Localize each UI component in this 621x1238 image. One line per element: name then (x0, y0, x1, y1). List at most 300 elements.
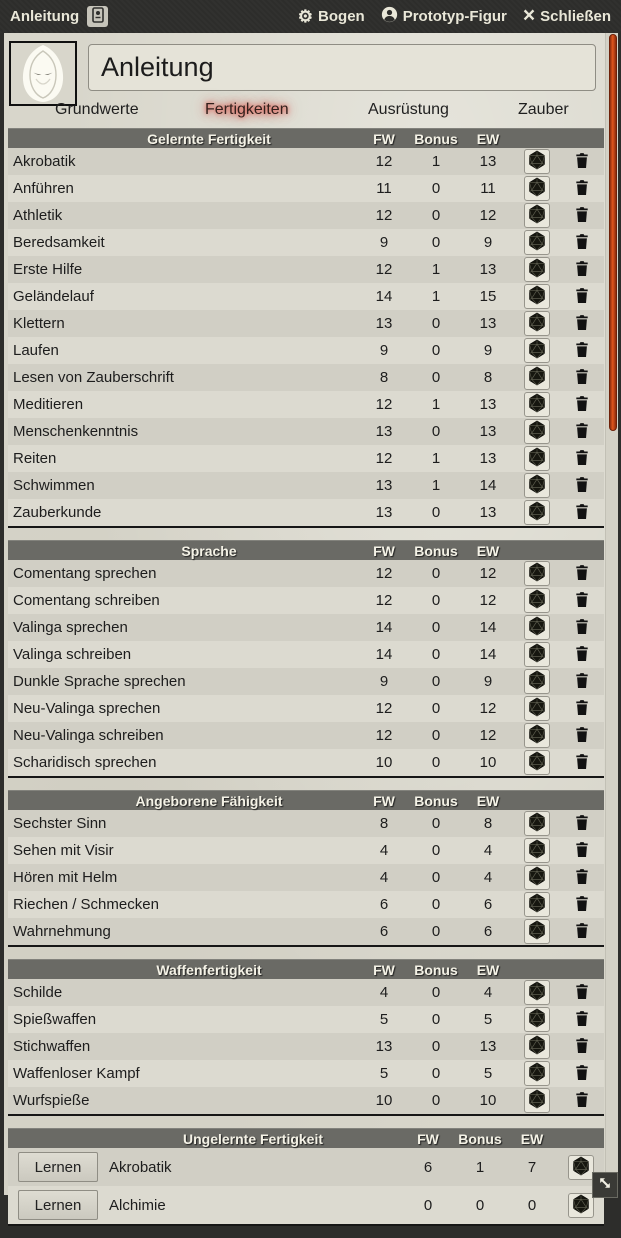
roll-dice-button[interactable] (524, 176, 550, 201)
skill-row (8, 695, 604, 722)
bonus-value: 0 (431, 1092, 441, 1109)
dice-cell (514, 446, 560, 471)
skill-name: Zauberkunde (13, 504, 102, 521)
fw-value: 9 (379, 342, 389, 359)
delete-skill-button[interactable] (575, 814, 589, 834)
fw-value: 12 (375, 153, 393, 170)
bonus-value: 0 (431, 234, 441, 251)
trash-cell (560, 868, 604, 888)
ew-value: 8 (483, 815, 493, 832)
close-icon: × (522, 4, 536, 27)
d20-icon (527, 366, 547, 389)
skill-row (8, 472, 604, 499)
bonus-value: 0 (431, 869, 441, 886)
skill-row (8, 391, 604, 418)
trash-icon (575, 287, 589, 307)
bonus-value: 0 (431, 727, 441, 744)
dice-cell (514, 176, 560, 201)
roll-dice-button[interactable] (524, 892, 550, 917)
skill-name: Hören mit Helm (13, 869, 118, 886)
delete-skill-button[interactable] (575, 564, 589, 584)
skill-row (8, 175, 604, 202)
ew-value: 0 (527, 1196, 537, 1214)
roll-dice-button[interactable] (524, 311, 550, 336)
ew-value: 14 (479, 477, 497, 494)
roll-dice-button[interactable] (524, 750, 550, 775)
scrollbar-track[interactable] (605, 33, 618, 1195)
roll-dice-button[interactable] (524, 980, 550, 1005)
trash-icon (575, 449, 589, 469)
roll-dice-button[interactable] (524, 149, 550, 174)
skill-name: Schilde (13, 984, 63, 1001)
trash-cell (560, 1064, 604, 1084)
delete-skill-button[interactable] (575, 1064, 589, 1084)
fw-value: 9 (379, 673, 389, 690)
delete-skill-button[interactable] (575, 645, 589, 665)
fw-value: 6 (379, 896, 389, 913)
d20-icon (527, 258, 547, 281)
d20-icon (527, 562, 547, 585)
d20-icon (527, 589, 547, 612)
skill-row (8, 614, 604, 641)
close-button[interactable] (522, 4, 611, 27)
tab-fertigkeiten[interactable]: Fertigkeiten (205, 101, 289, 118)
table-header (8, 959, 604, 979)
fw-value: 0 (423, 1196, 433, 1214)
trash-cell (560, 449, 604, 469)
dice-cell (514, 723, 560, 748)
fw-value: 4 (379, 984, 389, 1001)
fw-value: 12 (375, 207, 393, 224)
skill-name: Athletik (13, 207, 63, 224)
skill-name: Neu-Valinga schreiben (13, 727, 164, 744)
roll-dice-button[interactable] (524, 500, 550, 525)
roll-dice-button[interactable] (524, 230, 550, 255)
roll-dice-button[interactable] (524, 669, 550, 694)
column-header-bonus: Bonus (414, 961, 458, 978)
trash-cell (560, 152, 604, 172)
delete-skill-button[interactable] (575, 591, 589, 611)
fw-value: 12 (375, 261, 393, 278)
d20-icon (527, 839, 547, 862)
tab-ausruestung[interactable]: Ausrüstung (368, 101, 449, 118)
delete-skill-button[interactable] (575, 672, 589, 692)
trash-icon (575, 564, 589, 584)
dice-cell (514, 750, 560, 775)
dice-cell (514, 561, 560, 586)
trash-cell (560, 726, 604, 746)
fw-value: 6 (379, 923, 389, 940)
skill-row (8, 749, 604, 776)
roll-dice-button[interactable] (524, 615, 550, 640)
trash-icon (575, 922, 589, 942)
fw-value: 9 (379, 234, 389, 251)
bonus-value: 0 (431, 984, 441, 1001)
ew-value: 9 (483, 342, 493, 359)
delete-skill-button[interactable] (575, 449, 589, 469)
column-header-fw: FW (417, 1130, 439, 1147)
ew-value: 15 (479, 288, 497, 305)
trash-cell (560, 476, 604, 496)
column-header-ew: EW (476, 792, 500, 809)
dice-cell (514, 311, 560, 336)
skill-row (8, 722, 604, 749)
bonus-value: 1 (431, 450, 441, 467)
bonus-value: 0 (431, 842, 441, 859)
dice-cell (514, 980, 560, 1005)
trash-cell (560, 983, 604, 1003)
skill-row (8, 310, 604, 337)
skill-table (8, 959, 604, 1116)
trash-cell (560, 233, 604, 253)
trash-cell (560, 672, 604, 692)
d20-icon (527, 285, 547, 308)
skill-row (8, 891, 604, 918)
delete-skill-button[interactable] (575, 179, 589, 199)
bonus-value: 0 (431, 923, 441, 940)
skill-name: Valinga sprechen (13, 619, 128, 636)
roll-dice-button[interactable] (524, 561, 550, 586)
d20-icon (571, 1194, 591, 1217)
dice-cell (514, 1007, 560, 1032)
dice-cell (514, 1034, 560, 1059)
fw-value: 6 (423, 1158, 433, 1176)
ew-value: 10 (479, 754, 497, 771)
d20-icon (527, 1089, 547, 1112)
ew-value: 8 (483, 369, 493, 386)
delete-skill-button[interactable] (575, 922, 589, 942)
skill-row (8, 337, 604, 364)
trash-icon (575, 1037, 589, 1057)
skill-table (8, 790, 604, 947)
roll-dice-button[interactable] (524, 473, 550, 498)
skill-row (8, 837, 604, 864)
dice-cell (514, 892, 560, 917)
delete-skill-button[interactable] (575, 618, 589, 638)
fw-value: 5 (379, 1065, 389, 1082)
delete-skill-button[interactable] (575, 206, 589, 226)
skill-name: Meditieren (13, 396, 84, 413)
skill-row (8, 979, 604, 1006)
skill-name: Neu-Valinga sprechen (13, 700, 161, 717)
trash-cell (560, 591, 604, 611)
bonus-value: 0 (431, 342, 441, 359)
ew-value: 12 (479, 565, 497, 582)
column-header-fw: FW (373, 792, 395, 809)
d20-icon (527, 231, 547, 254)
ew-value: 12 (479, 592, 497, 609)
delete-skill-button[interactable] (575, 341, 589, 361)
bonus-value: 1 (431, 261, 441, 278)
sheet-button[interactable] (298, 8, 365, 25)
roll-dice-button[interactable] (524, 1034, 550, 1059)
tab-zauber[interactable]: Zauber (518, 101, 569, 118)
ew-value: 13 (479, 153, 497, 170)
trash-icon (575, 233, 589, 253)
skill-row (8, 1006, 604, 1033)
dice-cell (514, 919, 560, 944)
d20-icon (527, 893, 547, 916)
bonus-value: 0 (475, 1196, 485, 1214)
skill-row (8, 1186, 604, 1224)
trash-cell (560, 314, 604, 334)
fw-value: 8 (379, 815, 389, 832)
column-header-bonus: Bonus (414, 542, 458, 559)
roll-dice-button[interactable] (524, 838, 550, 863)
table-title: Ungelernte Fertigkeit (182, 1130, 324, 1147)
trash-icon (575, 260, 589, 280)
skill-row (8, 256, 604, 283)
dice-cell (514, 615, 560, 640)
learn-button[interactable]: Lernen (18, 1152, 98, 1182)
delete-skill-button[interactable] (575, 868, 589, 888)
trash-icon (575, 591, 589, 611)
d20-icon (527, 981, 547, 1004)
roll-dice-button[interactable] (524, 919, 550, 944)
column-header-ew: EW (476, 542, 500, 559)
close-button-label: Schließen (540, 8, 611, 25)
d20-icon (527, 724, 547, 747)
delete-skill-button[interactable] (575, 476, 589, 496)
delete-skill-button[interactable] (575, 287, 589, 307)
delete-skill-button[interactable] (575, 368, 589, 388)
prototype-figure-button[interactable] (381, 6, 507, 27)
book-icon (92, 7, 104, 27)
skill-name: Akrobatik (109, 1158, 172, 1176)
skill-row (8, 1148, 604, 1186)
skill-name: Erste Hilfe (13, 261, 83, 278)
bonus-value: 0 (431, 754, 441, 771)
fw-value: 8 (379, 369, 389, 386)
skill-name: Scharidisch sprechen (13, 754, 157, 771)
skill-name: Comentang schreiben (13, 592, 160, 609)
window-title: Anleitung (10, 8, 80, 25)
scrollbar-thumb[interactable] (609, 34, 617, 431)
roll-dice-button[interactable] (568, 1193, 594, 1218)
dice-cell (514, 696, 560, 721)
learn-button[interactable]: Lernen (18, 1190, 98, 1220)
bonus-value: 0 (431, 369, 441, 386)
ew-value: 12 (479, 727, 497, 744)
fw-value: 12 (375, 565, 393, 582)
trash-icon (575, 368, 589, 388)
resize-handle[interactable] (592, 1172, 618, 1198)
skill-row (8, 864, 604, 891)
trash-cell (560, 564, 604, 584)
character-name-input[interactable] (88, 44, 596, 91)
roll-dice-button[interactable] (524, 642, 550, 667)
delete-skill-button[interactable] (575, 841, 589, 861)
skill-row (8, 560, 604, 587)
trash-icon (575, 699, 589, 719)
skill-name: Riechen / Schmecken (13, 896, 159, 913)
bonus-value: 0 (431, 315, 441, 332)
dice-cell (514, 865, 560, 890)
roll-dice-button[interactable] (524, 1061, 550, 1086)
bonus-value: 0 (431, 646, 441, 663)
roll-dice-button[interactable] (524, 865, 550, 890)
fw-value: 14 (375, 646, 393, 663)
roll-dice-button[interactable] (524, 723, 550, 748)
bonus-value: 0 (431, 180, 441, 197)
roll-dice-button[interactable] (524, 257, 550, 282)
bonus-value: 0 (431, 592, 441, 609)
roll-dice-button[interactable] (524, 1007, 550, 1032)
delete-skill-button[interactable] (575, 1010, 589, 1030)
trash-cell (560, 341, 604, 361)
delete-skill-button[interactable] (575, 503, 589, 523)
ew-value: 11 (480, 180, 496, 197)
roll-dice-button[interactable] (524, 284, 550, 309)
skill-name: Schwimmen (13, 477, 95, 494)
ew-value: 10 (479, 1092, 497, 1109)
trash-icon (575, 983, 589, 1003)
d20-icon (527, 339, 547, 362)
roll-dice-button[interactable] (524, 338, 550, 363)
trash-icon (575, 672, 589, 692)
bonus-value: 1 (431, 288, 441, 305)
skill-row (8, 810, 604, 837)
roll-dice-button[interactable] (568, 1155, 594, 1180)
dice-cell (514, 230, 560, 255)
skill-table (8, 540, 604, 778)
delete-skill-button[interactable] (575, 314, 589, 334)
roll-dice-button[interactable] (524, 696, 550, 721)
trash-icon (575, 206, 589, 226)
skill-name: Geländelauf (13, 288, 94, 305)
dice-cell (514, 392, 560, 417)
column-header-ew: EW (476, 130, 500, 147)
roll-dice-button[interactable] (524, 588, 550, 613)
d20-icon (527, 204, 547, 227)
trash-cell (560, 1010, 604, 1030)
bonus-value: 0 (431, 700, 441, 717)
d20-icon (527, 1035, 547, 1058)
trash-cell (560, 814, 604, 834)
d20-icon (527, 751, 547, 774)
dice-cell (514, 1088, 560, 1113)
table-title: Sprache (181, 542, 237, 559)
roll-dice-button[interactable] (524, 203, 550, 228)
d20-icon (527, 812, 547, 835)
d20-icon (527, 1008, 547, 1031)
bonus-value: 0 (431, 896, 441, 913)
trash-cell (560, 1037, 604, 1057)
skill-row (8, 148, 604, 175)
skill-row (8, 445, 604, 472)
delete-skill-button[interactable] (575, 753, 589, 773)
dice-cell (514, 811, 560, 836)
fw-value: 14 (375, 619, 393, 636)
delete-skill-button[interactable] (575, 233, 589, 253)
d20-icon (527, 447, 547, 470)
dice-cell (514, 203, 560, 228)
trash-cell (560, 503, 604, 523)
table-header (8, 128, 604, 148)
fw-value: 10 (375, 754, 393, 771)
fw-value: 11 (376, 180, 392, 197)
skill-table (8, 1128, 604, 1226)
skill-row (8, 587, 604, 614)
trash-cell (560, 179, 604, 199)
skill-name: Alchimie (109, 1196, 166, 1214)
skill-row (8, 499, 604, 526)
fw-value: 13 (375, 315, 393, 332)
skill-name: Stichwaffen (13, 1038, 91, 1055)
delete-skill-button[interactable] (575, 422, 589, 442)
delete-skill-button[interactable] (575, 895, 589, 915)
trash-icon (575, 726, 589, 746)
dice-cell (514, 473, 560, 498)
fw-value: 10 (375, 1092, 393, 1109)
dice-cell (514, 257, 560, 282)
delete-skill-button[interactable] (575, 152, 589, 172)
dice-cell (514, 669, 560, 694)
delete-skill-button[interactable] (575, 983, 589, 1003)
roll-dice-button[interactable] (524, 446, 550, 471)
sheet-body (4, 33, 618, 1214)
roll-dice-button[interactable] (524, 392, 550, 417)
delete-skill-button[interactable] (575, 395, 589, 415)
table-header (8, 1128, 604, 1148)
dice-cell (514, 588, 560, 613)
skill-name: Comentang sprechen (13, 565, 157, 582)
delete-skill-button[interactable] (575, 1091, 589, 1111)
dice-cell (514, 500, 560, 525)
bonus-value: 0 (431, 673, 441, 690)
rulebook-button[interactable] (87, 6, 108, 27)
ew-value: 9 (483, 673, 493, 690)
skill-row (8, 668, 604, 695)
roll-dice-button[interactable] (524, 365, 550, 390)
bonus-value: 1 (475, 1158, 485, 1176)
d20-icon (527, 697, 547, 720)
trash-icon (575, 814, 589, 834)
roll-dice-button[interactable] (524, 811, 550, 836)
ew-value: 4 (483, 842, 493, 859)
character-avatar[interactable] (9, 41, 77, 106)
bonus-value: 0 (431, 1065, 441, 1082)
trash-icon (575, 314, 589, 334)
ew-value: 14 (479, 646, 497, 663)
ew-value: 5 (483, 1011, 493, 1028)
bonus-value: 0 (431, 565, 441, 582)
fw-value: 4 (379, 869, 389, 886)
ew-value: 4 (483, 984, 493, 1001)
skill-row (8, 283, 604, 310)
trash-cell (560, 287, 604, 307)
trash-icon (575, 1064, 589, 1084)
skill-name: Valinga schreiben (13, 646, 132, 663)
skill-row (8, 641, 604, 668)
trash-cell (560, 645, 604, 665)
tab-grundwerte[interactable]: Grundwerte (55, 101, 139, 118)
dice-cell (514, 338, 560, 363)
delete-skill-button[interactable] (575, 260, 589, 280)
skill-name: Sechster Sinn (13, 815, 107, 832)
d20-icon (527, 420, 547, 443)
trash-cell (560, 260, 604, 280)
delete-skill-button[interactable] (575, 726, 589, 746)
delete-skill-button[interactable] (575, 1037, 589, 1057)
trash-cell (560, 699, 604, 719)
trash-icon (575, 1010, 589, 1030)
trash-cell (560, 368, 604, 388)
delete-skill-button[interactable] (575, 699, 589, 719)
roll-dice-button[interactable] (524, 419, 550, 444)
fw-value: 13 (375, 1038, 393, 1055)
roll-dice-button[interactable] (524, 1088, 550, 1113)
